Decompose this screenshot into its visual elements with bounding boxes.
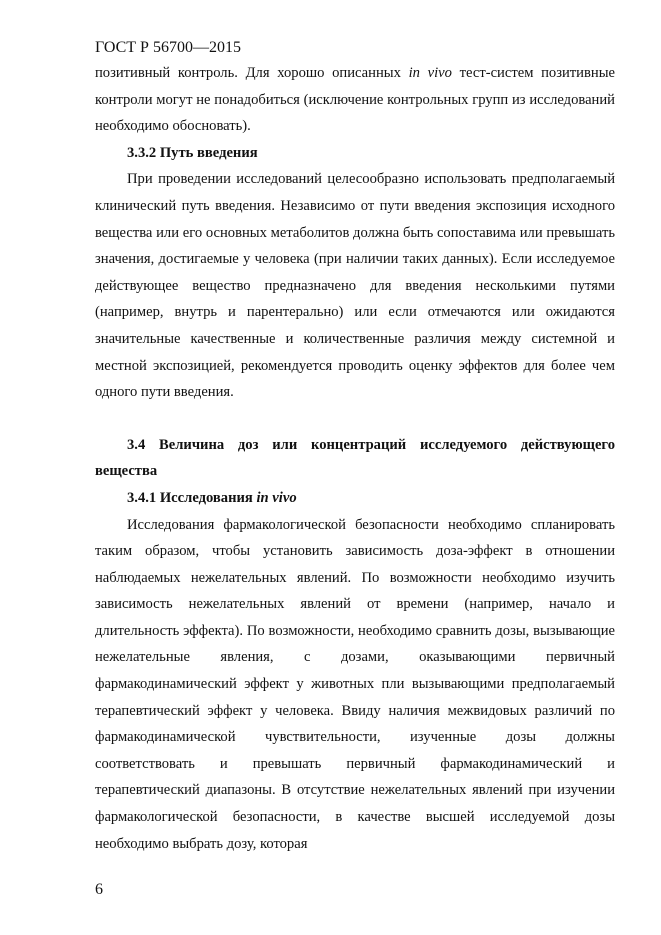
section-heading-3-4-1 <box>95 485 615 512</box>
text-run: позитивный контроль. Для хорошо описанных <box>95 65 409 81</box>
paragraph-in-vivo-studies: Исследования фармакологической безопасности необходимо спланировать таким образом, чтобы установить зависимость доза-эффект в отношении наблюдаемых нежелательных явлений. По возможности необходимо изучить зависимость нежелательных явлений от времени (например, начало и длительность эффекта). По возможности, необходимо сравнить дозы, вызывающие нежелательные явления, с дозами, оказывающими первичный фармакодинамический эффект у животных пли вызывающими предполагаемый терапевтический эффект у человека. Ввиду наличия межвидовых различий по фармакодинамической чувствительности, изученные дозы должны соответствовать и превышать первичный фармакодинамический и терапевтический диапазоны. В отсутствие нежелательных явлений при изучении фармакологической безопасности, в качестве высшей исследуемой дозы необходимо выбрать дозу, которая <box>95 516 615 852</box>
document-body <box>95 60 615 857</box>
paragraph-route-of-administration: При проведении исследований целесообразно использовать предполагаемый клинический путь введения. Независимо от пути введения экспозиция исходного вещества или его основных метаболитов должна быть сопоставима или превышать значения, достигаемые у человека (при наличии таких данных). Если исследуемое действующее вещество предназначено для введения несколькими путями (например, внутрь и парентерально) или если отмечаются или ожидаются значительные качественные и количественные различия между системной и местной экспозицией, рекомендуется проводить оценку эффектов для более чем одного пути введения. <box>95 171 615 401</box>
page-number: 6 <box>95 881 103 898</box>
italic-term: in vivo <box>408 65 452 81</box>
text-run: тест-систем позитивные контроли могут не понадобиться (исключение контрольных групп из исследований необходимо обосновать). <box>95 65 615 135</box>
standard-id: ГОСТ Р 56700—2015 <box>95 39 241 56</box>
section-spacer <box>95 406 615 432</box>
section-heading-3-3-2: 3.3.2 Путь введения <box>127 144 258 161</box>
heading-text: 3.4.1 Исследования <box>127 489 257 506</box>
paragraph-continuation <box>95 60 615 140</box>
italic-term: in vivo <box>256 489 297 506</box>
document-header <box>95 38 241 58</box>
section-heading-3-4: 3.4 Величина доз или концентраций исследуемого действующего вещества <box>95 436 615 480</box>
